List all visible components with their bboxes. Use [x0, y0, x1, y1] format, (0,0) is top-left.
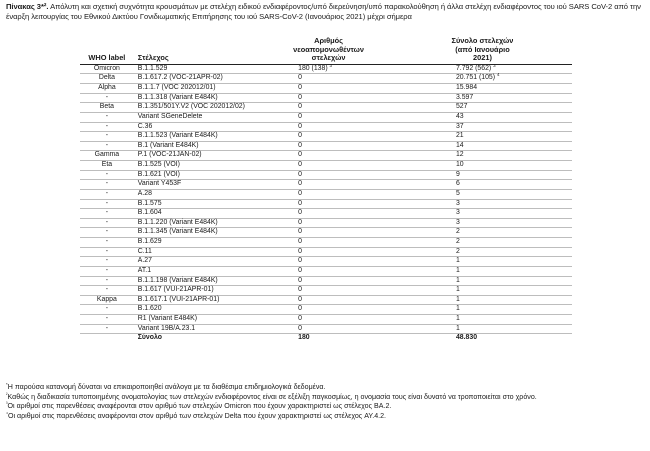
header-total-line3: 2021) — [473, 53, 492, 63]
strain-cell-text: B.1.1.198 (Variant E484K) — [137, 276, 218, 284]
table-row — [80, 257, 572, 267]
new-count-cell-text: 0 — [298, 305, 302, 313]
footnote-mark: ³ — [6, 401, 8, 407]
new-count-cell — [264, 199, 393, 209]
table-row — [80, 199, 572, 209]
who-label-cell — [80, 276, 134, 286]
table-row — [80, 141, 572, 151]
new-count-cell-footnote-ref: 3 — [329, 62, 333, 68]
who-label-cell — [80, 257, 134, 267]
new-count-cell-text: 0 — [298, 161, 302, 169]
table-row — [80, 151, 572, 161]
strain-cell-text: B.1.617.1 (VUI-21APR-01) — [137, 295, 220, 303]
strain-cell — [134, 238, 264, 248]
new-count-cell-text: 0 — [298, 112, 302, 120]
total-count-cell — [393, 257, 572, 267]
strain-cell — [134, 112, 264, 122]
total-count-cell — [393, 170, 572, 180]
who-label-cell-text: - — [105, 141, 109, 149]
total-count-cell-text: 1 — [455, 305, 460, 313]
table-row — [80, 180, 572, 190]
new-count-cell-text: 0 — [298, 199, 302, 207]
strain-cell-text: B.1 (Variant E484K) — [137, 141, 199, 149]
total-count-cell — [393, 276, 572, 286]
table-row — [80, 238, 572, 248]
who-label-cell-text: Kappa — [96, 295, 117, 303]
footnote-mark: * — [6, 382, 8, 387]
strain-cell — [134, 218, 264, 228]
table-row — [80, 218, 572, 228]
total-count-cell-text: 3 — [455, 218, 460, 226]
total-count-cell — [393, 228, 572, 238]
who-label-cell-text: - — [105, 180, 109, 188]
header-new-line1: Αριθμός — [314, 36, 343, 45]
total-count-cell — [393, 132, 572, 142]
table-row — [80, 324, 572, 334]
who-label-cell-text: - — [105, 266, 109, 274]
strain-cell — [134, 161, 264, 171]
total-count-cell-footnote-ref: 4 — [496, 72, 500, 78]
who-label-cell-text: - — [105, 286, 109, 294]
footnotes — [6, 383, 646, 422]
new-count-cell-text: 0 — [298, 151, 302, 159]
table-row — [80, 93, 572, 103]
variants-table — [80, 37, 572, 343]
total-count-cell — [393, 209, 572, 219]
who-label-cell — [80, 305, 134, 315]
caption-label: Πίνακας 3*². — [6, 2, 49, 11]
strain-cell — [134, 64, 264, 74]
footnote-mark: ⁴ — [6, 411, 8, 417]
who-label-cell-text: - — [105, 122, 109, 130]
who-label-cell-text: - — [105, 257, 109, 265]
total-count-cell-text: 3 — [455, 209, 460, 217]
table-row — [80, 189, 572, 199]
footnote-text: Οι αριθμοί στις παρενθέσεις αναφέρονται στον αριθμό των στελεχών Omicron που έχουν χαρακτηριστεί ως στέλεχος BA.2. — [7, 402, 392, 411]
strain-cell-text: B.1.1.529 — [137, 64, 168, 72]
who-label-cell — [80, 189, 134, 199]
total-count-cell-text: 1 — [455, 324, 460, 332]
new-count-cell — [264, 64, 393, 74]
who-label-cell-text: Eta — [101, 161, 113, 169]
header-total-strains — [393, 37, 572, 64]
who-label-cell-text: Gamma — [94, 151, 120, 159]
new-count-cell-text: 0 — [298, 141, 302, 149]
who-label-cell-text: - — [105, 247, 109, 255]
who-label-cell — [80, 295, 134, 305]
footnote — [6, 383, 646, 393]
who-label-cell-text: - — [105, 189, 109, 197]
strain-cell — [134, 324, 264, 334]
total-count-cell-text: 1 — [455, 315, 460, 323]
total-count-cell — [393, 103, 572, 113]
new-count-cell — [264, 93, 393, 103]
new-count-cell-text: 0 — [298, 257, 302, 265]
strain-cell-text: AT.1 — [137, 266, 152, 274]
total-who-cell — [80, 334, 134, 343]
new-count-cell — [264, 276, 393, 286]
strain-cell — [134, 93, 264, 103]
new-count-cell-text: 0 — [298, 218, 302, 226]
footnote-text: Καθώς η διαδικασία τυποποιημένης ονοματολογίας των στελεχών ενδιαφέροντος είναι σε εξέλιξη παγκοσμίως, η ονομασία τους είναι δυνατό να τροποποιείται στο χρόνο. — [7, 392, 537, 401]
header-new-line3: στελεχών — [311, 53, 346, 63]
total-count-cell-text: 9 — [455, 170, 460, 178]
new-count-cell-text: 0 — [298, 74, 302, 82]
new-count-cell — [264, 122, 393, 132]
who-label-cell — [80, 238, 134, 248]
new-count-cell-text: 0 — [298, 276, 302, 284]
new-count-cell-text: 0 — [298, 266, 302, 274]
strain-cell-text: B.1.620 — [137, 305, 162, 313]
who-label-cell-text: - — [105, 276, 109, 284]
strain-cell-text: Variant 19B/A.23.1 — [137, 324, 196, 332]
strain-cell-text: P.1 (VOC-21JAN-02) — [137, 151, 202, 159]
strain-cell — [134, 132, 264, 142]
strain-cell — [134, 257, 264, 267]
total-count-cell — [393, 247, 572, 257]
new-count-cell — [264, 161, 393, 171]
new-count-cell — [264, 266, 393, 276]
new-count-cell-text: 0 — [298, 238, 302, 246]
strain-cell-text: B.1.617.2 (VOC-21APR-02) — [137, 74, 223, 82]
total-count-cell-text: 43 — [455, 112, 464, 120]
total-count-cell — [393, 64, 572, 74]
who-label-cell — [80, 103, 134, 113]
new-count-cell-text: 0 — [298, 286, 302, 294]
who-label-cell — [80, 122, 134, 132]
total-label: Σύνολο — [134, 334, 264, 343]
strain-cell — [134, 84, 264, 94]
footnote-text: Η παρούσα κατανομή δύναται να επικαιροποιηθεί ανάλογα με τα διαθέσιμα επιδημιολογικά δεδομένα. — [7, 383, 326, 391]
header-who-label: WHO label — [80, 37, 134, 64]
strain-cell — [134, 189, 264, 199]
table-row — [80, 305, 572, 315]
who-label-cell — [80, 199, 134, 209]
strain-cell-text: B.1.1.220 (Variant E484K) — [137, 218, 218, 226]
table-row — [80, 161, 572, 171]
strain-cell-text: B.1.1.523 (Variant E484K) — [137, 132, 218, 140]
strain-cell-text: B.1.575 — [137, 199, 162, 207]
who-label-cell — [80, 218, 134, 228]
table-row — [80, 74, 572, 84]
new-count-cell — [264, 132, 393, 142]
total-count-cell-text: 6 — [455, 180, 460, 188]
who-label-cell-text: - — [105, 315, 109, 323]
total-count-cell — [393, 286, 572, 296]
new-count-cell — [264, 141, 393, 151]
total-count-cell-text: 37 — [455, 122, 464, 130]
strain-cell-text: B.1.629 — [137, 238, 162, 246]
who-label-cell — [80, 180, 134, 190]
table-row — [80, 122, 572, 132]
who-label-cell — [80, 161, 134, 171]
new-count-cell — [264, 84, 393, 94]
total-count-cell — [393, 141, 572, 151]
total-count-cell — [393, 324, 572, 334]
who-label-cell — [80, 228, 134, 238]
caption-text: Απόλυτη και σχετική συχνότητα κρουσμάτων με στελέχη ειδικού ενδιαφέροντος/υπό διερεύνηση/υπό παρακολούθηση ή άλλα στελέχη ενδιαφέροντος του ιού SARS CoV-2 από την έναρξη λειτουργίας του Εθνικού Δικτύου Γονιδιωματικής Επιτήρησης του ιού SARS-CoV-2 (Ιανουάριος 2021) μέχρι σήμερα — [6, 2, 641, 21]
who-label-cell-text: - — [105, 238, 109, 246]
new-count-cell-text: 0 — [298, 295, 302, 303]
strain-cell — [134, 103, 264, 113]
total-count-cell — [393, 199, 572, 209]
strain-cell — [134, 266, 264, 276]
total-count-cell-text: 1 — [455, 276, 460, 284]
new-count-cell — [264, 218, 393, 228]
strain-cell-text: B.1.1.318 (Variant E484K) — [137, 93, 218, 101]
who-label-cell-text: Beta — [99, 103, 114, 111]
strain-cell-text: B.1.351/501Y.V2 (VOC 202012/02) — [137, 103, 245, 111]
total-count-cell-text: 1 — [455, 257, 460, 265]
new-count-cell-text: 0 — [298, 132, 302, 140]
who-label-cell-text: - — [105, 170, 109, 178]
who-label-cell-text: - — [105, 199, 109, 207]
new-count-cell — [264, 209, 393, 219]
strain-cell-text: B.1.1.7 (VOC 202012/01) — [137, 84, 216, 92]
table-row — [80, 247, 572, 257]
total-count-cell-footnote-ref: 3 — [493, 62, 496, 68]
new-count-cell-text: 0 — [298, 228, 302, 236]
new-count-cell — [264, 74, 393, 84]
new-count-cell — [264, 103, 393, 113]
total-count-cell — [393, 180, 572, 190]
table-row — [80, 276, 572, 286]
total-count-cell-text: 20.751 (105) — [455, 74, 496, 82]
table-row — [80, 132, 572, 142]
new-count-cell — [264, 305, 393, 315]
table-row — [80, 103, 572, 113]
who-label-cell — [80, 266, 134, 276]
new-count-cell-text: 0 — [298, 180, 302, 188]
strain-cell — [134, 305, 264, 315]
total-count-cell — [393, 112, 572, 122]
who-label-cell — [80, 324, 134, 334]
strain-cell — [134, 199, 264, 209]
total-count-cell-text: 2 — [455, 247, 460, 255]
who-label-cell-text: - — [105, 93, 109, 101]
who-label-cell — [80, 74, 134, 84]
strain-cell-text: B.1.525 (VOI) — [137, 161, 180, 169]
new-count-cell-text: 180 (138) — [298, 64, 328, 72]
who-label-cell — [80, 112, 134, 122]
total-count-cell-text: 15.984 — [455, 84, 478, 92]
header-total-line1: Σύνολο στελεχών — [451, 36, 514, 45]
strain-cell-text: A.28 — [137, 189, 152, 197]
header-total-line2: (από Ιανουάριο — [455, 44, 510, 54]
new-count-cell — [264, 170, 393, 180]
new-count-cell-text: 0 — [298, 103, 302, 111]
total-count-cell-text: 1 — [455, 286, 460, 294]
who-label-cell — [80, 170, 134, 180]
who-label-cell — [80, 247, 134, 257]
table-row — [80, 266, 572, 276]
footnote-mark: ² — [6, 391, 8, 397]
table-body — [80, 64, 572, 334]
new-count-cell-text: 0 — [298, 209, 302, 217]
new-count-cell-text: 0 — [298, 122, 302, 130]
who-label-cell-text: - — [105, 218, 109, 226]
new-count-cell-text: 0 — [298, 315, 302, 323]
strain-cell-text: B.1.617 (VUI-21APR-01) — [137, 286, 214, 294]
who-label-cell-text: - — [105, 324, 109, 332]
new-count-cell — [264, 180, 393, 190]
strain-cell — [134, 141, 264, 151]
new-count-cell — [264, 189, 393, 199]
table-row — [80, 295, 572, 305]
strain-cell — [134, 180, 264, 190]
header-strain: Στέλεχος — [134, 37, 264, 64]
total-count-cell-text: 1 — [455, 266, 460, 274]
strain-cell — [134, 286, 264, 296]
total-count-cell-text: 2 — [455, 238, 460, 246]
table-row — [80, 84, 572, 94]
new-count-cell — [264, 315, 393, 325]
who-label-cell-text: - — [105, 112, 109, 120]
total-count-cell-text: 1 — [455, 295, 460, 303]
total-count-cell — [393, 238, 572, 248]
total-count-cell — [393, 122, 572, 132]
new-count-cell — [264, 286, 393, 296]
who-label-cell-text: - — [105, 305, 109, 313]
new-count-cell — [264, 238, 393, 248]
strain-cell — [134, 122, 264, 132]
total-count-cell — [393, 93, 572, 103]
total-count-cell — [393, 305, 572, 315]
new-count-cell — [264, 228, 393, 238]
header-new-strains — [264, 37, 393, 64]
who-label-cell-text: - — [105, 209, 109, 217]
who-label-cell-text: Delta — [98, 74, 115, 82]
footnote — [6, 393, 646, 403]
total-count-cell-text: 21 — [455, 132, 464, 140]
who-label-cell-text: - — [105, 132, 109, 140]
strain-cell-text: R1 (Variant E484K) — [137, 315, 198, 323]
strain-cell-text: Variant SGeneDelete — [137, 112, 203, 120]
strain-cell-text: C.36 — [137, 122, 153, 130]
new-count-cell-text: 0 — [298, 93, 302, 101]
total-total: 48.830 — [393, 334, 572, 343]
table-row — [80, 228, 572, 238]
strain-cell-text: A.27 — [137, 257, 152, 265]
total-count-cell-text: 527 — [455, 103, 468, 111]
total-count-cell-text: 5 — [455, 189, 460, 197]
total-count-cell — [393, 295, 572, 305]
total-count-cell — [393, 84, 572, 94]
new-count-cell-text: 0 — [298, 247, 302, 255]
total-count-cell — [393, 315, 572, 325]
who-label-cell — [80, 151, 134, 161]
footnote — [6, 402, 646, 412]
total-count-cell — [393, 74, 572, 84]
new-count-cell — [264, 112, 393, 122]
new-count-cell — [264, 151, 393, 161]
strain-cell-text: B.1.621 (VOI) — [137, 170, 180, 178]
table-row — [80, 315, 572, 325]
footnote-text: Οι αριθμοί στις παρενθέσεις αναφέρονται στον αριθμό των στελεχών Delta που έχουν χαρακτηριστεί ως στέλεχος AY.4.2. — [7, 412, 387, 421]
new-count-cell-text: 0 — [298, 189, 302, 197]
strain-cell — [134, 295, 264, 305]
total-count-cell — [393, 151, 572, 161]
strain-cell — [134, 170, 264, 180]
who-label-cell-text: - — [105, 228, 109, 236]
total-new: 180 — [264, 334, 393, 343]
total-count-cell-text: 7.792 (562) — [455, 64, 492, 72]
total-count-cell — [393, 218, 572, 228]
who-label-cell — [80, 209, 134, 219]
strain-cell-text: B.1.604 — [137, 209, 162, 217]
who-label-cell — [80, 315, 134, 325]
total-count-cell — [393, 189, 572, 199]
strain-cell-text: Variant Y453F — [137, 180, 182, 188]
table-row — [80, 112, 572, 122]
total-count-cell-text: 14 — [455, 141, 464, 149]
strain-cell — [134, 209, 264, 219]
new-count-cell-text: 0 — [298, 84, 302, 92]
strain-cell — [134, 315, 264, 325]
table-caption — [6, 2, 642, 21]
strain-cell — [134, 276, 264, 286]
who-label-cell-text: Omicron — [93, 64, 120, 72]
table-row — [80, 209, 572, 219]
who-label-cell — [80, 286, 134, 296]
strain-cell — [134, 228, 264, 238]
strain-cell-text: B.1.1.345 (Variant E484K) — [137, 228, 218, 236]
new-count-cell — [264, 257, 393, 267]
total-count-cell-text: 10 — [455, 161, 464, 169]
strain-cell — [134, 74, 264, 84]
new-count-cell — [264, 247, 393, 257]
who-label-cell — [80, 84, 134, 94]
who-label-cell — [80, 132, 134, 142]
who-label-cell — [80, 141, 134, 151]
total-row — [80, 334, 572, 343]
total-count-cell-text: 12 — [455, 151, 464, 159]
footnote — [6, 412, 646, 422]
new-count-cell-text: 0 — [298, 170, 302, 178]
new-count-cell-text: 0 — [298, 324, 302, 332]
table-row — [80, 170, 572, 180]
strain-cell — [134, 247, 264, 257]
who-label-cell — [80, 93, 134, 103]
total-count-cell-text: 2 — [455, 228, 460, 236]
who-label-cell-text: Alpha — [98, 84, 116, 92]
total-count-cell-text: 3 — [455, 199, 460, 207]
new-count-cell — [264, 324, 393, 334]
table-row — [80, 286, 572, 296]
strain-cell-text: C.11 — [137, 247, 152, 255]
total-count-cell-text: 3.597 — [455, 93, 474, 101]
total-count-cell — [393, 161, 572, 171]
header-new-line2: νεοαπομονωθέντων — [293, 44, 364, 54]
total-count-cell — [393, 266, 572, 276]
strain-cell — [134, 151, 264, 161]
table-header-row — [80, 37, 572, 64]
new-count-cell — [264, 295, 393, 305]
who-label-cell — [80, 64, 134, 74]
